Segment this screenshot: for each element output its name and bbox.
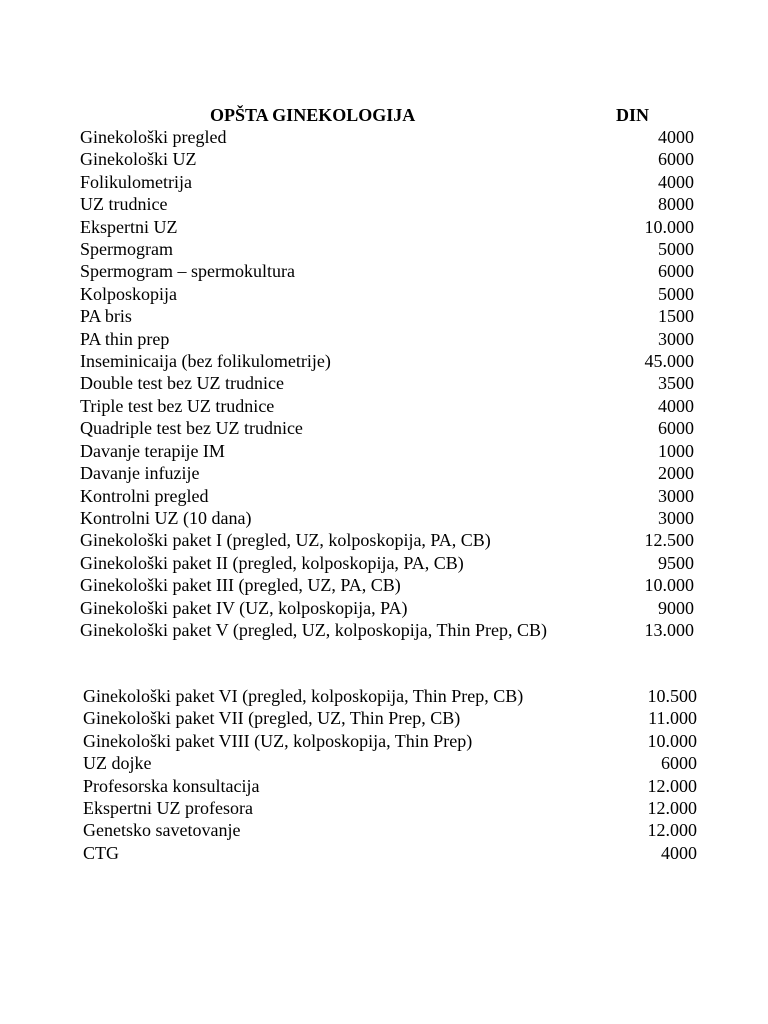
price-row <box>80 328 700 350</box>
service-name: Inseminicaija (bez folikulometrije) <box>80 351 331 372</box>
service-name: PA bris <box>80 306 132 327</box>
price-row <box>80 507 700 529</box>
service-price: 12.000 <box>647 820 697 841</box>
service-name: Ginekološki paket VII (pregled, UZ, Thin Prep, CB) <box>83 708 461 729</box>
price-row <box>80 440 700 462</box>
service-price: 3000 <box>658 507 694 528</box>
service-price: 12.500 <box>644 530 694 551</box>
price-row <box>83 842 703 864</box>
price-row <box>83 685 703 707</box>
price-row <box>80 193 700 215</box>
service-name: Kontrolni pregled <box>80 485 209 506</box>
service-price: 4000 <box>661 842 697 863</box>
price-row <box>80 148 700 170</box>
service-price: 5000 <box>658 239 694 260</box>
service-name: Ginekološki paket IV (UZ, kolposkopija, PA) <box>80 597 408 618</box>
service-price: 3500 <box>658 373 694 394</box>
price-row <box>80 283 700 305</box>
section-title: OPŠTA GINEKOLOGIJA <box>210 105 416 125</box>
service-name: Quadriple test bez UZ trudnice <box>80 418 303 439</box>
service-name: UZ trudnice <box>80 194 168 215</box>
price-row <box>80 171 700 193</box>
price-row <box>80 350 700 372</box>
service-price: 8000 <box>658 194 694 215</box>
service-price: 1500 <box>658 306 694 327</box>
price-row <box>80 619 700 641</box>
price-row <box>80 238 700 260</box>
service-price: 12.000 <box>647 798 697 819</box>
service-price: 4000 <box>658 127 694 147</box>
service-price: 45.000 <box>644 351 694 372</box>
service-price: 2000 <box>658 463 694 484</box>
service-name: Ginekološki paket V (pregled, UZ, kolposkopija, Thin Prep, CB) <box>80 619 547 640</box>
service-price: 6000 <box>661 753 697 774</box>
service-price: 10.500 <box>647 686 697 706</box>
price-row <box>83 730 703 752</box>
service-price: 5000 <box>658 283 694 304</box>
service-price: 13.000 <box>644 619 694 640</box>
service-name: Ekspertni UZ <box>80 216 178 237</box>
price-row <box>83 797 703 819</box>
service-name: Ginekološki paket I (pregled, UZ, kolposkopija, PA, CB) <box>80 530 491 551</box>
service-name: Davanje terapije IM <box>80 440 225 461</box>
service-name: Double test bez UZ trudnice <box>80 373 284 394</box>
price-row <box>83 752 703 774</box>
price-row <box>80 574 700 596</box>
service-price: 4000 <box>658 171 694 192</box>
service-name: Ginekološki paket II (pregled, kolposkopija, PA, CB) <box>80 552 464 573</box>
service-name: Ginekološki paket III (pregled, UZ, PA, CB) <box>80 575 401 596</box>
service-price: 4000 <box>658 395 694 416</box>
price-list-section-1 <box>80 126 700 641</box>
service-name: Ginekološki pregled <box>80 127 227 147</box>
service-price: 10.000 <box>644 216 694 237</box>
service-price: 6000 <box>658 418 694 439</box>
service-name: Kolposkopija <box>80 283 177 304</box>
price-row <box>80 372 700 394</box>
service-name: Genetsko savetovanje <box>83 820 241 841</box>
price-list-section-2 <box>83 685 703 864</box>
service-name: Profesorska konsultacija <box>83 775 260 796</box>
price-row <box>80 597 700 619</box>
table-header <box>0 104 768 128</box>
service-name: UZ dojke <box>83 753 152 774</box>
currency-header: DIN <box>616 105 650 125</box>
service-name: PA thin prep <box>80 328 170 349</box>
service-name: CTG <box>83 842 119 863</box>
price-row <box>80 485 700 507</box>
price-row <box>83 819 703 841</box>
service-name: Kontrolni UZ (10 dana) <box>80 507 252 528</box>
price-row <box>80 552 700 574</box>
service-name: Ginekološki paket VIII (UZ, kolposkopija, Thin Prep) <box>83 730 473 751</box>
service-price: 6000 <box>658 261 694 282</box>
price-row <box>80 462 700 484</box>
price-row <box>83 775 703 797</box>
price-row <box>80 126 700 148</box>
price-row <box>83 707 703 729</box>
price-row <box>80 395 700 417</box>
service-price: 9500 <box>658 552 694 573</box>
price-row <box>80 417 700 439</box>
service-name: Triple test bez UZ trudnice <box>80 395 275 416</box>
service-price: 11.000 <box>648 708 697 729</box>
service-price: 9000 <box>658 597 694 618</box>
service-name: Folikulometrija <box>80 171 192 192</box>
price-row <box>80 216 700 238</box>
service-name: Spermogram <box>80 239 173 260</box>
price-row <box>80 305 700 327</box>
service-name: Ginekološki paket VI (pregled, kolposkopija, Thin Prep, CB) <box>83 686 524 706</box>
service-name: Spermogram – spermokultura <box>80 261 295 282</box>
service-price: 6000 <box>658 149 694 170</box>
service-name: Ekspertni UZ profesora <box>83 798 253 819</box>
service-price: 3000 <box>658 328 694 349</box>
price-row <box>80 529 700 551</box>
service-name: Davanje infuzije <box>80 463 200 484</box>
service-price: 1000 <box>658 440 694 461</box>
service-name: Ginekološki UZ <box>80 149 197 170</box>
price-row <box>80 260 700 282</box>
service-price: 12.000 <box>647 775 697 796</box>
service-price: 3000 <box>658 485 694 506</box>
service-price: 10.000 <box>644 575 694 596</box>
service-price: 10.000 <box>647 730 697 751</box>
